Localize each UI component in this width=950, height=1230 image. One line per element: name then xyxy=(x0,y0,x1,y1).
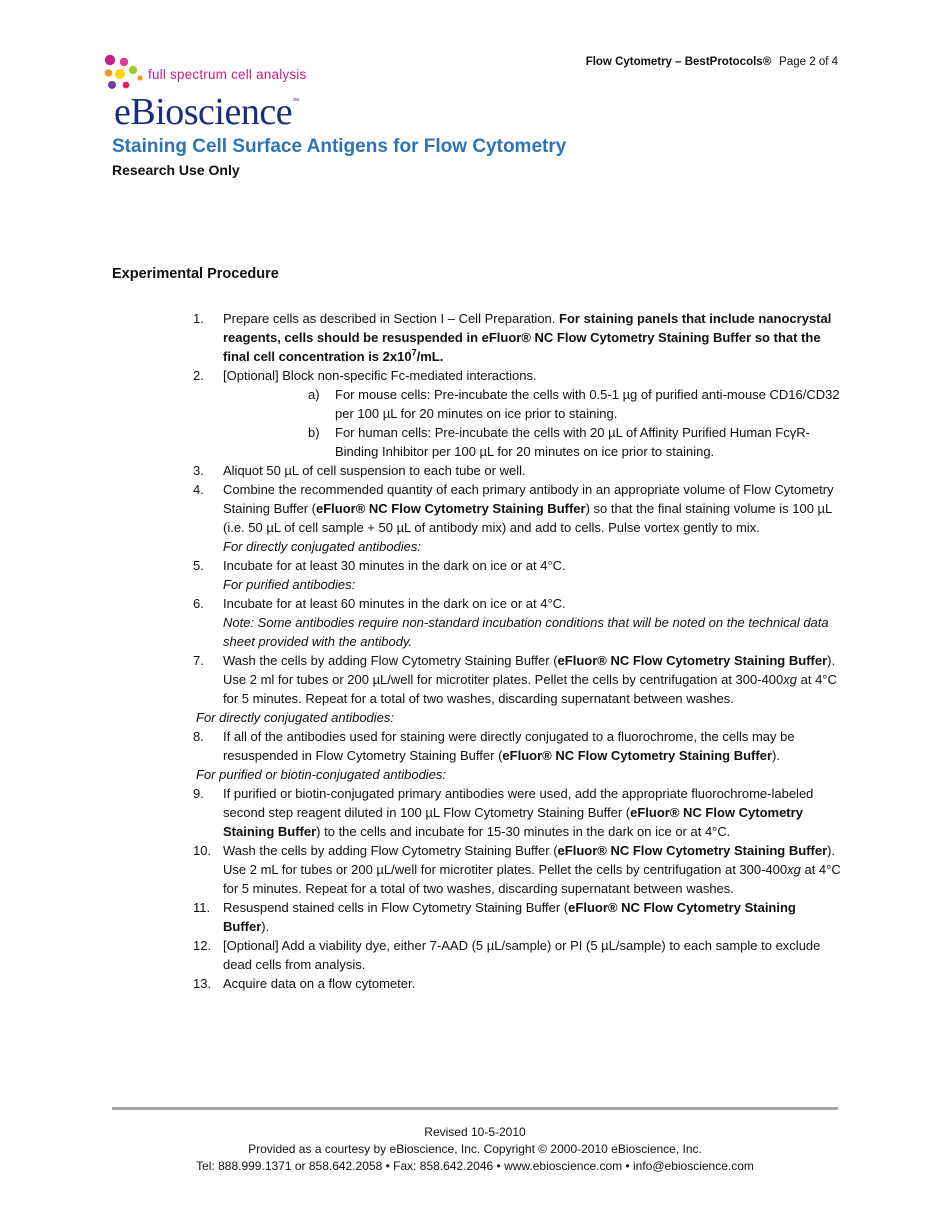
step-text: Wash the cells by adding Flow Cytometry Staining Buffer ( xyxy=(223,843,558,858)
section-heading: Experimental Procedure xyxy=(112,266,279,282)
step-text: at 4°C for 5 minutes. Repeat for a total of two washes, discarding supernatant between washes. xyxy=(223,862,841,896)
step-number: 12. xyxy=(193,938,212,953)
step-13 xyxy=(112,974,842,993)
step-number: 7. xyxy=(193,653,204,668)
unit-xg: xg xyxy=(783,672,797,687)
buffer-name: eFluor® NC Flow Cytometry Staining Buffer xyxy=(502,748,772,763)
buffer-name: eFluor® NC Flow Cytometry Staining Buffer xyxy=(223,900,796,934)
ebioscience-logo xyxy=(104,54,334,134)
substep-text: For mouse cells: Pre-incubate the cells with 0.5-1 µg of purified anti-mouse CD16/CD32 per 100 µL for 20 minutes on ice prior to staining. xyxy=(335,387,840,421)
step-text: ). xyxy=(772,748,780,763)
substep-text: For human cells: Pre-incubate the cells with 20 µL of Affinity Purified Human FcγR-Binding Inhibitor per 100 µL for 20 minutes on ice prior to staining. xyxy=(335,425,810,459)
unit-xg: xg xyxy=(787,862,801,877)
step-text: ). Use 2 ml for tubes or 200 µL/well for microtiter plates. Pellet the cells by centrifugation at 300-400 xyxy=(223,653,836,687)
step-number: 2. xyxy=(193,368,204,383)
step-bold-text: /mL. xyxy=(416,349,444,364)
step-text: [Optional] Add a viability dye, either 7-AAD (5 µL/sample) or PI (5 µL/sample) to each sample to exclude dead cells from analysis. xyxy=(223,938,821,972)
subheading-conjugated: For directly conjugated antibodies: xyxy=(196,710,395,725)
step-5 xyxy=(112,556,842,594)
step-text: Wash the cells by adding Flow Cytometry Staining Buffer ( xyxy=(223,653,558,668)
step-number: 5. xyxy=(193,558,204,573)
step-text: Aliquot 50 µL of cell suspension to each tube or well. xyxy=(223,463,526,478)
step-text: Prepare cells as described in Section I – Cell Preparation. xyxy=(223,311,560,326)
step-8 xyxy=(112,727,842,765)
footer-divider xyxy=(112,1107,838,1110)
step-number: 3. xyxy=(193,463,204,478)
step-number: 9. xyxy=(193,786,204,801)
step-4 xyxy=(112,480,842,556)
step-text: ). Use 2 mL for tubes or 200 µL/well for microtiter plates. Pellet the cells by centrifugation at 300-400 xyxy=(223,843,836,877)
step-6 xyxy=(112,594,842,651)
step-1 xyxy=(112,309,842,366)
step-number: 13. xyxy=(193,976,212,991)
document-title: Staining Cell Surface Antigens for Flow Cytometry xyxy=(112,136,567,157)
step-7 xyxy=(112,651,842,708)
footer-courtesy: Provided as a courtesy by eBioscience, Inc. Copyright © 2000-2010 eBioscience, Inc. xyxy=(248,1142,702,1156)
buffer-name: eFluor® NC Flow Cytometry Staining Buffer xyxy=(315,501,586,516)
step-text: Incubate for at least 30 minutes in the dark on ice or at 4°C. xyxy=(223,558,566,573)
substep-letter: a) xyxy=(308,387,320,402)
buffer-name: eFluor® NC Flow Cytometry Staining Buffer xyxy=(557,653,828,668)
step-number: 6. xyxy=(193,596,204,611)
step-text: Acquire data on a flow cytometer. xyxy=(223,976,416,991)
step-text: ) so that the final staining volume is 100 µL (i.e. 50 µL of cell sample + 50 µL of antibody mix) and add to cells. Pulse vortex gently to mix. xyxy=(223,501,832,535)
step-text: If all of the antibodies used for staining were directly conjugated to a fluorochrome, the cells may be resuspended in Flow Cytometry Staining Buffer ( xyxy=(223,729,795,763)
subheading-biotin: For purified or biotin-conjugated antibodies: xyxy=(196,767,447,782)
step-note: For directly conjugated antibodies: xyxy=(223,539,422,554)
step-text: If purified or biotin-conjugated primary antibodies were used, add the appropriate fluorochrome-labeled second step reagent diluted in 100 µL Flow Cytometry Staining Buffer ( xyxy=(223,786,814,820)
step-text: Combine the recommended quantity of each primary antibody in an appropriate volume of Flow Cytometry Staining Buffer ( xyxy=(223,482,834,516)
step-text: Resuspend stained cells in Flow Cytometry Staining Buffer ( xyxy=(223,900,569,915)
logo-tagline: full spectrum cell analysis xyxy=(148,67,307,82)
step-note: For purified antibodies: xyxy=(223,577,356,592)
step-11 xyxy=(112,898,842,936)
procedure-list xyxy=(112,309,842,993)
step-9 xyxy=(112,784,842,841)
logo-trademark: ™ xyxy=(292,98,299,105)
header-page-label: Page 2 of 4 xyxy=(779,56,838,68)
footer-revised: Revised 10-5-2010 xyxy=(424,1125,526,1139)
step-text: Incubate for at least 60 minutes in the dark on ice or at 4°C. xyxy=(223,596,566,611)
buffer-name: eFluor® NC Flow Cytometry Staining Buffer xyxy=(557,843,828,858)
substep-a xyxy=(112,385,842,423)
footer-contact: Tel: 888.999.1371 or 858.642.2058 • Fax: 858.642.2046 • www.ebioscience.com • info@ebioscience.com xyxy=(196,1159,754,1173)
buffer-name: eFluor® NC Flow Cytometry Staining Buffer xyxy=(223,805,803,839)
step-2 xyxy=(112,366,842,385)
header-doc-label: Flow Cytometry – BestProtocols® xyxy=(585,56,772,68)
step-number: 10. xyxy=(193,843,212,858)
substep-b xyxy=(112,423,842,461)
document-subtitle: Research Use Only xyxy=(112,162,240,178)
logo-wordmark-text: eBioscience xyxy=(114,91,293,133)
step-12 xyxy=(112,936,842,974)
step-text: at 4°C for 5 minutes. Repeat for a total of two washes, discarding supernatant between washes. xyxy=(223,672,837,706)
logo-wordmark xyxy=(114,90,299,134)
step-note: Note: Some antibodies require non-standard incubation conditions that will be noted on the technical data sheet provided with the antibody. xyxy=(223,615,829,649)
step-bold-text: For staining panels that include nanocrystal reagents, cells should be resuspended in eFluor® NC Flow Cytometry Staining Buffer so that the final cell concentration is 2x10 xyxy=(223,311,832,364)
step-number: 4. xyxy=(193,482,204,497)
step-text: ) to the cells and incubate for 15-30 minutes in the dark on ice or at 4°C. xyxy=(316,824,731,839)
substep-letter: b) xyxy=(308,425,320,440)
step-number: 11. xyxy=(193,900,211,915)
step-number: 8. xyxy=(193,729,204,744)
step-3 xyxy=(112,461,842,480)
step-number: 1. xyxy=(193,311,204,326)
step-text: [Optional] Block non-specific Fc-mediated interactions. xyxy=(223,368,537,383)
running-header xyxy=(586,56,838,68)
step-10 xyxy=(112,841,842,898)
exponent: 7 xyxy=(411,347,417,358)
step-text: ). xyxy=(261,919,270,934)
